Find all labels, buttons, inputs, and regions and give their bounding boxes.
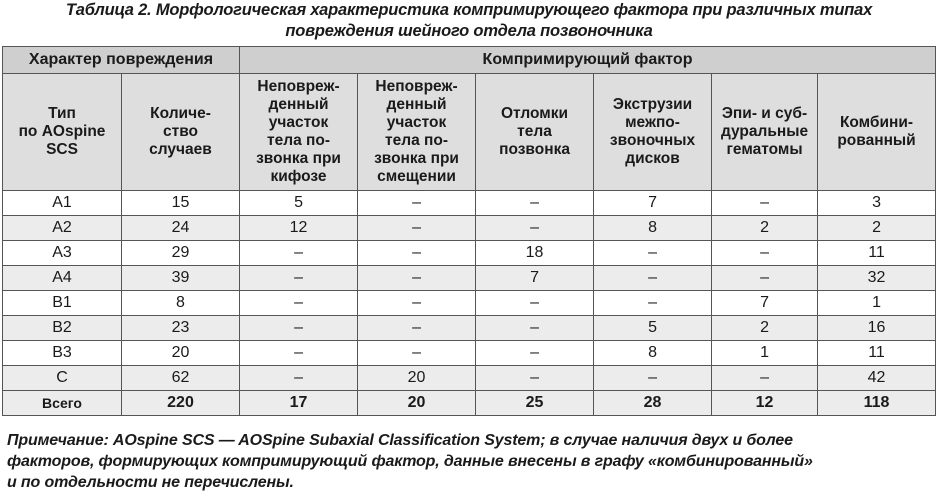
table-cell: 20 [358, 366, 476, 391]
table-cell: – [240, 366, 358, 391]
table-cell: 7 [594, 191, 712, 216]
table-cell: – [594, 241, 712, 266]
row-type-cell: C [3, 366, 122, 391]
column-header: Количе- ство случаев [122, 74, 240, 191]
table-cell: 5 [594, 316, 712, 341]
table-cell: 62 [122, 366, 240, 391]
table-cell: 5 [240, 191, 358, 216]
table-cell: 8 [594, 216, 712, 241]
row-type-cell: B2 [3, 316, 122, 341]
table-cell: – [358, 241, 476, 266]
table-cell: 3 [818, 191, 936, 216]
group-header-injury: Характер повреждения [3, 47, 240, 74]
table-cell: 2 [712, 316, 818, 341]
table-cell: – [358, 191, 476, 216]
table-cell: – [476, 341, 594, 366]
column-header: Тип по AOspine SCS [3, 74, 122, 191]
table-cell: – [358, 291, 476, 316]
caption-line-2: повреждения шейного отдела позвоночника [285, 22, 653, 40]
total-cell: 220 [122, 391, 240, 416]
total-cell: 28 [594, 391, 712, 416]
table-cell: 15 [122, 191, 240, 216]
table-cell: – [712, 266, 818, 291]
note-line-3: и по отдельности не перечислены. [7, 474, 294, 491]
note-line-2: факторов, формирующих компримирующий фактор, данные внесены в графу «комбинированный» [7, 453, 813, 470]
table-row [3, 266, 936, 291]
table-cell: – [240, 291, 358, 316]
table-cell: 16 [818, 316, 936, 341]
table-cell: 18 [476, 241, 594, 266]
column-header: Неповреж- денный участок тела по- звонка при смещении [358, 74, 476, 191]
total-row [3, 391, 936, 416]
table-row [3, 316, 936, 341]
table-cell: – [594, 366, 712, 391]
table-cell: 29 [122, 241, 240, 266]
table-cell: 32 [818, 266, 936, 291]
table-cell: 42 [818, 366, 936, 391]
total-cell: 12 [712, 391, 818, 416]
group-header-row [3, 47, 936, 74]
group-header-factor: Компримирующий фактор [240, 47, 936, 74]
table-row [3, 341, 936, 366]
column-header: Экструзии межпо- звоночных дисков [594, 74, 712, 191]
column-header: Отломки тела позвонка [476, 74, 594, 191]
total-cell: 118 [818, 391, 936, 416]
table-cell: 11 [818, 341, 936, 366]
table-note [7, 430, 932, 493]
morphology-table [2, 46, 936, 416]
table-cell: 1 [712, 341, 818, 366]
row-type-cell: B3 [3, 341, 122, 366]
table-cell: – [476, 191, 594, 216]
table-cell: 2 [818, 216, 936, 241]
table-cell: 1 [818, 291, 936, 316]
table-cell: – [476, 366, 594, 391]
table-row [3, 216, 936, 241]
column-header-row [3, 74, 936, 191]
total-cell: 20 [358, 391, 476, 416]
table-cell: – [240, 266, 358, 291]
table-cell: 20 [122, 341, 240, 366]
table-cell: 8 [594, 341, 712, 366]
table-cell: 39 [122, 266, 240, 291]
row-type-cell: B1 [3, 291, 122, 316]
table-caption [0, 0, 938, 42]
table-cell: 12 [240, 216, 358, 241]
note-line-1: Примечание: AOspine SCS — AOSpine Subaxial Classification System; в случае наличия двух и более [7, 432, 793, 449]
table-cell: – [712, 241, 818, 266]
table-cell: – [358, 341, 476, 366]
table-cell: – [358, 316, 476, 341]
table-cell: – [476, 316, 594, 341]
table-row [3, 291, 936, 316]
table-cell: 11 [818, 241, 936, 266]
table-cell: 8 [122, 291, 240, 316]
table-cell: – [594, 266, 712, 291]
total-label: Всего [3, 391, 122, 416]
table-cell: – [712, 191, 818, 216]
row-type-cell: A1 [3, 191, 122, 216]
table-cell: – [358, 216, 476, 241]
table-cell: – [476, 216, 594, 241]
row-type-cell: A2 [3, 216, 122, 241]
column-header: Неповреж- денный участок тела по- звонка при кифозе [240, 74, 358, 191]
table-cell: – [240, 341, 358, 366]
table-row [3, 241, 936, 266]
table-cell: 7 [476, 266, 594, 291]
table-cell: – [358, 266, 476, 291]
table-cell: 2 [712, 216, 818, 241]
total-cell: 17 [240, 391, 358, 416]
table-cell: – [594, 291, 712, 316]
table-row [3, 366, 936, 391]
row-type-cell: A3 [3, 241, 122, 266]
row-type-cell: A4 [3, 266, 122, 291]
table-row [3, 191, 936, 216]
table-cell: 24 [122, 216, 240, 241]
table-cell: 7 [712, 291, 818, 316]
table-body [3, 191, 936, 416]
caption-line-1: Таблица 2. Морфологическая характеристика компримирующего фактора при различных типах [65, 1, 873, 19]
table-cell: – [240, 316, 358, 341]
table-cell: – [240, 241, 358, 266]
table-cell: – [712, 366, 818, 391]
column-header: Эпи- и суб- дуральные гематомы [712, 74, 818, 191]
table-cell: 23 [122, 316, 240, 341]
table-cell: – [476, 291, 594, 316]
total-cell: 25 [476, 391, 594, 416]
column-header: Комбини- рованный [818, 74, 936, 191]
